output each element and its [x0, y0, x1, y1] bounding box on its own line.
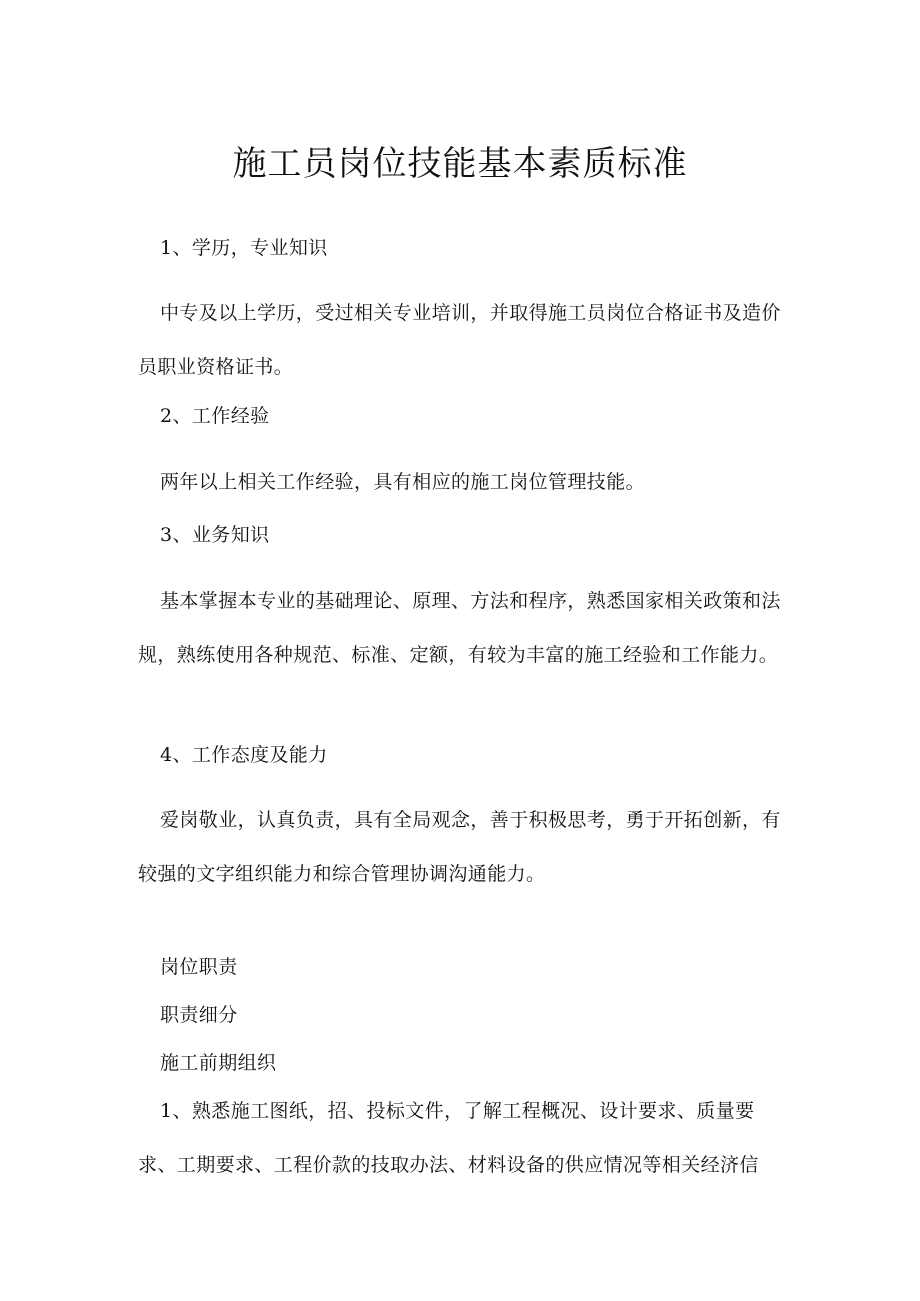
- section-3-body: 基本掌握本专业的基础理论、原理、方法和程序，熟悉国家相关政策和法规，熟练使用各种规范、标准、定额，有较为丰富的施工经验和工作能力。: [138, 590, 781, 666]
- section-1-heading: 1、学历，专业知识: [160, 237, 328, 259]
- duties-heading: 岗位职责: [160, 956, 238, 978]
- section-2-body: 两年以上相关工作经验，具有相应的施工岗位管理技能。: [160, 471, 646, 493]
- phase-item-1: 1、熟悉施工图纸，招、投标文件，了解工程概况、设计要求、质量要求、工期要求、工程价款的技取办法、材料设备的供应情况等相关经济信: [138, 1100, 759, 1176]
- section-1-body: 中专及以上学历，受过相关专业培训，并取得施工员岗位合格证书及造价员职业资格证书。: [138, 302, 781, 378]
- section-4-body: 爱岗敬业，认真负责，具有全局观念，善于积极思考，勇于开拓创新，有较强的文字组织能力和综合管理协调沟通能力。: [138, 809, 781, 885]
- document-title: 施工员岗位技能基本素质标准: [232, 144, 688, 184]
- duties-sub-heading: 职责细分: [160, 1004, 238, 1026]
- section-3-heading: 3、业务知识: [160, 524, 270, 546]
- section-2-heading: 2、工作经验: [160, 405, 270, 427]
- section-4-heading: 4、工作态度及能力: [160, 744, 328, 766]
- phase-heading: 施工前期组织: [160, 1052, 277, 1074]
